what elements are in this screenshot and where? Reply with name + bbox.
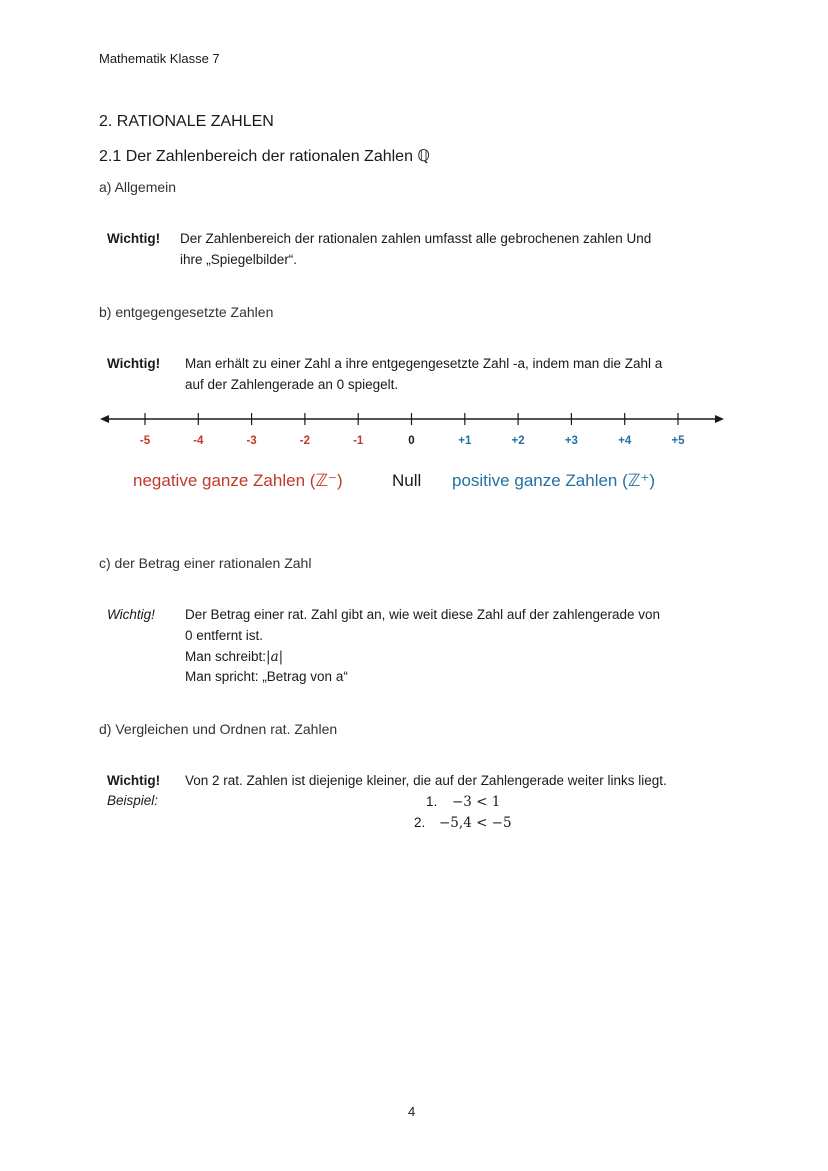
number-line-label: 0 <box>408 435 415 447</box>
section-title: 2.1 Der Zahlenbereich der rationalen Zahlen ℚ <box>99 148 431 165</box>
heading-b: b) entgegengesetzte Zahlen <box>99 304 274 320</box>
example-1-number: 1. <box>426 794 438 809</box>
label-positive-integers: positive ganze Zahlen (ℤ⁺) <box>452 471 656 490</box>
absolute-value-notation: |a| <box>266 649 284 665</box>
number-line-label: -1 <box>353 435 364 447</box>
text-c-line2: 0 entfernt ist. <box>185 628 264 643</box>
heading-a: a) Allgemein <box>99 179 177 195</box>
label-negative-integers: negative ganze Zahlen (ℤ⁻) <box>133 471 343 490</box>
number-line <box>100 408 726 452</box>
heading-d: d) Vergleichen und Ordnen rat. Zahlen <box>99 721 338 737</box>
number-line-label: +2 <box>511 435 525 447</box>
example-2-expression: −5,4 < −5 <box>439 815 512 831</box>
number-line-label: +4 <box>618 435 632 447</box>
number-line-label: +3 <box>564 435 578 447</box>
number-line-label: -5 <box>139 435 151 447</box>
text-b-line2: auf der Zahlengerade an 0 spiegelt. <box>185 377 399 392</box>
text-a-line2: ihre „Spiegelbilder“. <box>180 252 298 267</box>
important-tag-c: Wichtig! <box>107 607 155 622</box>
page-header: Mathematik Klasse 7 <box>99 51 220 66</box>
text-c-line3-prefix: Man schreibt: <box>185 649 267 664</box>
page-number: 4 <box>408 1104 416 1119</box>
important-tag-b: Wichtig! <box>107 356 161 371</box>
important-tag-d: Wichtig! <box>107 773 161 788</box>
example-1-expression: −3 < 1 <box>452 794 501 810</box>
text-c-line1: Der Betrag einer rat. Zahl gibt an, wie weit diese Zahl auf der zahlengerade von <box>185 607 661 622</box>
number-line-label: +1 <box>458 435 472 447</box>
text-d-line1: Von 2 rat. Zahlen ist diejenige kleiner, die auf der Zahlengerade weiter links liegt. <box>185 773 667 788</box>
important-tag-a: Wichtig! <box>107 231 161 246</box>
arrow-right-icon <box>715 415 724 423</box>
text-b-line1: Man erhält zu einer Zahl a ihre entgegengesetzte Zahl -a, indem man die Zahl a <box>185 356 663 371</box>
text-a-line1: Der Zahlenbereich der rationalen zahlen umfasst alle gebrochenen zahlen Und <box>180 231 652 246</box>
example-2-number: 2. <box>414 815 426 830</box>
heading-c: c) der Betrag einer rationalen Zahl <box>99 555 312 571</box>
arrow-left-icon <box>100 415 109 423</box>
number-line-label: -4 <box>193 435 204 447</box>
text-c-line3 <box>185 647 283 667</box>
number-line-label: -3 <box>246 435 257 447</box>
example-tag: Beispiel: <box>107 793 159 808</box>
text-c-line4: Man spricht: „Betrag von a“ <box>185 669 348 684</box>
chapter-title: 2. RATIONALE ZAHLEN <box>99 113 274 130</box>
label-zero: Null <box>392 471 422 490</box>
number-line-label: -2 <box>299 435 311 447</box>
number-line-label: +5 <box>671 435 685 447</box>
